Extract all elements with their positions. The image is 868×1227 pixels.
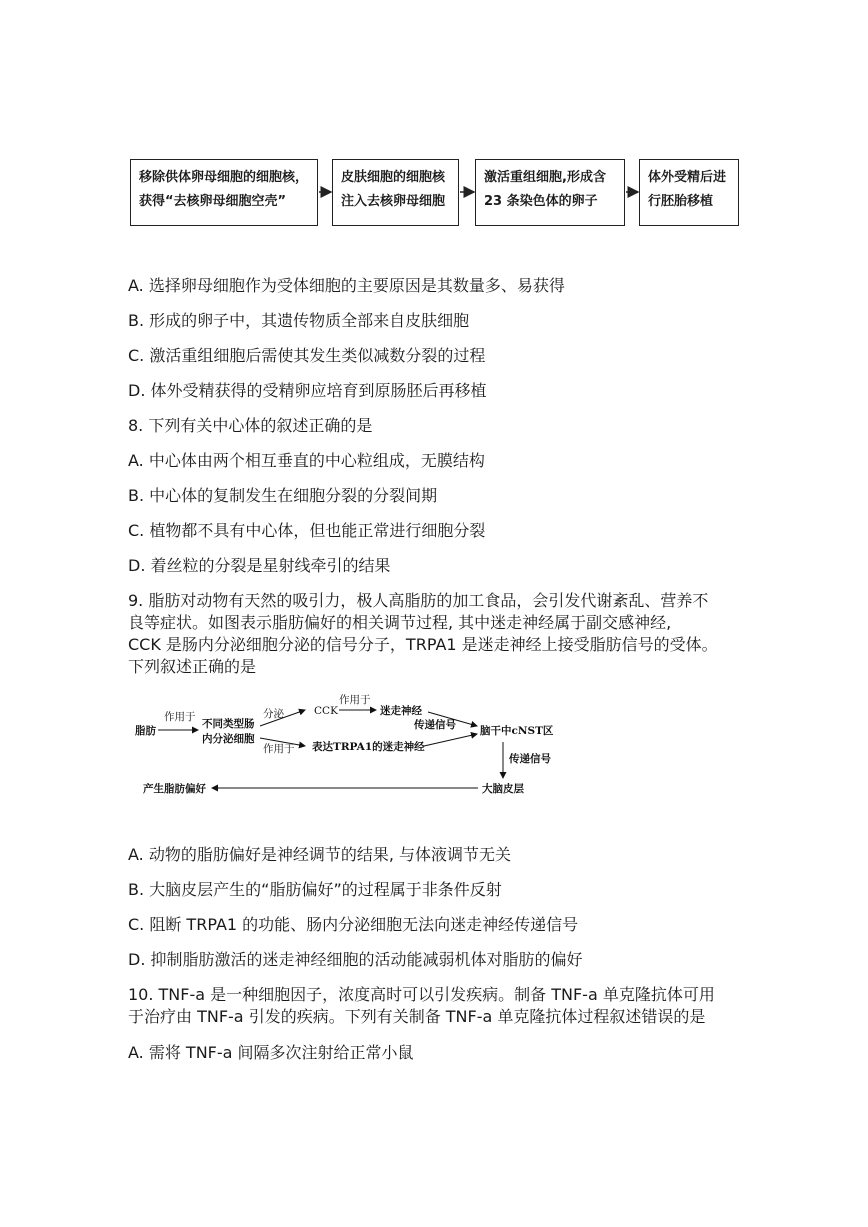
diagram-acts-on-1: 作用于 [164, 711, 196, 723]
q9-option-c: C. 阻断 TRPA1 的功能、肠内分泌细胞无法向迷走神经传递信号 [128, 915, 579, 934]
q9-option-a: A. 动物的脂肪偏好是神经调节的结果, 与体液调节无关 [128, 845, 512, 864]
q8-option-a: A. 中心体由两个相互垂直的中心粒组成，无膜结构 [128, 451, 485, 470]
diagram-acts-on-2: 作用于 [339, 694, 371, 706]
q8-option-b: B. 中心体的复制发生在细胞分裂的分裂间期 [128, 486, 438, 505]
diagram-secrete: 分泌 [263, 708, 284, 720]
flow-box-2-line-2: 注入去核卵母细胞 [341, 194, 446, 209]
diagram-fat: 脂肪 [135, 725, 156, 737]
diagram-signal-1: 传递信号 [414, 719, 456, 731]
diagram-brainstem: 脑干中cNST区 [480, 725, 554, 737]
diagram-cortex: 大脑皮层 [482, 783, 524, 795]
q10-option-a: A. 需将 TNF-a 间隔多次注射给正常小鼠 [128, 1043, 414, 1062]
diagram-arrow-trpa1-brainstem [424, 734, 477, 746]
q9-option-b: B. 大脑皮层产生的“脂肪偏好”的过程属于非条件反射 [128, 880, 502, 899]
flow-box-2-line-1: 皮肤细胞的细胞核 [341, 170, 446, 185]
q9-stem-line-4: 下列叙述正确的是 [128, 657, 257, 676]
flow-box-3-line-2: 23 条染色体的卵子 [484, 194, 598, 209]
q9-stem-line-2: 良等症状。如图表示脂肪偏好的相关调节过程, 其中迷走神经属于副交感神经, [128, 613, 672, 632]
flow-box-4-line-2: 行胚胎移植 [648, 194, 714, 209]
q9-option-d: D. 抑制脂肪激活的迷走神经细胞的活动能减弱机体对脂肪的偏好 [128, 950, 583, 969]
diagram-preference: 产生脂肪偏好 [143, 783, 206, 795]
diagram-signal-2: 传递信号 [509, 753, 551, 765]
fat-preference-diagram [0, 690, 868, 810]
flow-box-1-line-1: 移除供体卵母细胞的细胞核， [139, 170, 309, 185]
q7-option-a: A. 选择卵母细胞作为受体细胞的主要原因是其数量多、易获得 [128, 276, 565, 295]
q7-option-d: D. 体外受精获得的受精卵应培育到原肠胚后再移植 [128, 381, 487, 400]
q9-stem-line-1: 9. 脂肪对动物有天然的吸引力，极人高脂肪的加工食品，会引发代谢紊乱、营养不 [128, 591, 709, 610]
q10-stem-line-1: 10. TNF-a 是一种细胞因子，浓度高时可以引发疾病。制备 TNF-a 单克隆抗体可用 [128, 985, 715, 1004]
q7-option-c: C. 激活重组细胞后需使其发生类似减数分裂的过程 [128, 346, 486, 365]
diagram-acts-on-3: 作用于 [263, 743, 295, 755]
q10-stem-line-2: 于治疗由 TNF-a 引发的疾病。下列有关制备 TNF-a 单克隆抗体过程叙述错误的是 [128, 1007, 706, 1026]
flow-box-1-line-2: 获得“去核卵母细胞空壳” [139, 194, 287, 209]
flow-box-3-line-1: 激活重组细胞,形成含 [484, 170, 606, 185]
q9-stem-line-3: CCK 是肠内分泌细胞分泌的信号分子，TRPA1 是迷走神经上接受脂肪信号的受体。 [128, 635, 718, 654]
flow-arrows [0, 0, 868, 260]
diagram-vagus: 迷走神经 [380, 705, 422, 717]
diagram-cck: CCK [314, 705, 338, 717]
q8-option-d: D. 着丝粒的分裂是星射线牵引的结果 [128, 556, 391, 575]
q8-stem: 8. 下列有关中心体的叙述正确的是 [128, 416, 373, 435]
diagram-trpa1-vagus: 表达TRPA1的迷走神经 [312, 741, 425, 753]
q8-option-c: C. 植物都不具有中心体，但也能正常进行细胞分裂 [128, 521, 486, 540]
q7-option-b: B. 形成的卵子中，其遗传物质全部来自皮肤细胞 [128, 311, 470, 330]
diagram-cells-line-2: 内分泌细胞 [202, 733, 255, 745]
diagram-cells-line-1: 不同类型肠 [202, 718, 255, 730]
flow-box-4-line-1: 体外受精后进 [648, 170, 727, 185]
